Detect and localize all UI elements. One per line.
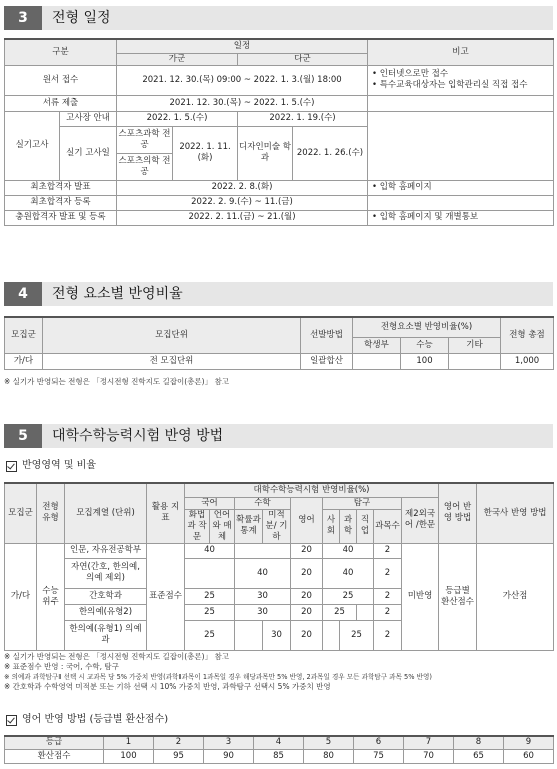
score-cell: 70	[404, 749, 454, 763]
eng-method-cell: 등급별 환산점수	[439, 543, 477, 650]
inquiry-cell: 25	[340, 620, 374, 650]
grade-cell: 2	[154, 736, 204, 749]
header-group: 모집군	[5, 483, 37, 543]
inquiry-cell: 40	[323, 558, 374, 588]
csat-note: ※ 표준점수 반영 : 국어, 수학, 탐구	[4, 662, 119, 671]
date-cell: 2022. 1. 19.(수)	[238, 111, 368, 126]
header-ga: 가군	[117, 53, 238, 65]
section-3-header	[4, 6, 553, 30]
row-label: 실기고사	[5, 111, 60, 180]
header-group: 모집군	[5, 317, 43, 353]
header-i2: 과학	[340, 509, 357, 543]
score-cell: 80	[304, 749, 354, 763]
english-cell: 20	[291, 588, 323, 604]
count-cell: 2	[374, 558, 402, 588]
score-cell: 85	[254, 749, 304, 763]
hist-method-cell: 가산점	[477, 543, 554, 650]
english-cell: 20	[291, 558, 323, 588]
section-number: 3	[4, 6, 42, 30]
header-other: 기타	[449, 337, 501, 353]
date-cell: 2022. 2. 11.(금) ~ 21.(월)	[117, 210, 368, 225]
section-number: 4	[4, 282, 42, 306]
grade-cell: 6	[354, 736, 404, 749]
score-cell: 75	[354, 749, 404, 763]
korean-cell: 25	[185, 620, 235, 650]
record-cell	[353, 353, 401, 369]
inquiry-cell: 25	[323, 588, 374, 604]
method-cell: 일괄합산	[301, 353, 353, 369]
row-label: 원서 접수	[5, 65, 117, 95]
math-cell: 30	[235, 604, 291, 620]
inquiry-cell: 40	[323, 543, 374, 558]
csat-note: ※ 실기가 반영되는 전형은 「정시전형 진학지도 길잡이(총론)」 참고	[4, 652, 229, 661]
row-label: 고사장 안내	[60, 111, 117, 126]
english-cell: 20	[291, 604, 323, 620]
count-cell: 2	[374, 543, 402, 558]
korean-cell	[185, 558, 235, 588]
ratio-note: ※ 실기가 반영되는 전형은 「정시전형 진학지도 길잡이(총론)」 참고	[4, 377, 229, 386]
section-title: 대학수학능력시험 반영 방법	[42, 424, 553, 448]
section-4-header	[4, 282, 553, 306]
grade-cell: 4	[254, 736, 304, 749]
checkbox-check-icon	[6, 715, 17, 726]
major-cell: 스포츠의학 전공	[117, 153, 173, 180]
remark-cell: • 입학 홈페이지	[368, 180, 554, 195]
date-cell: 2022. 1. 11.(화)	[173, 126, 238, 180]
header-i3: 직업	[357, 509, 374, 543]
series-cell: 한의예(유형1) 의예과	[65, 620, 147, 650]
grade-cell: 7	[404, 736, 454, 749]
score-cell: 90	[204, 749, 254, 763]
header-i1: 사회	[323, 509, 340, 543]
subheading-csat	[6, 460, 96, 472]
schedule-table	[4, 38, 554, 226]
header-hist-method: 한국사 반영 방법	[477, 483, 554, 543]
grade-cell: 3	[204, 736, 254, 749]
header-english: 영어	[291, 497, 323, 543]
header-score: 환산점수	[5, 749, 104, 763]
header-csat-ratio: 대학수학능력시험 반영비율(%)	[185, 483, 439, 497]
date-cell: 2021. 12. 30.(목) 09:00 ~ 2022. 1. 3.(월) 18:00	[117, 65, 368, 95]
date-cell: 2022. 1. 5.(수)	[117, 111, 238, 126]
header-unit: 모집단위	[43, 317, 301, 353]
date-cell: 2022. 2. 9.(수) ~ 11.(금)	[117, 195, 368, 210]
subheading-label: 영어 반영 방법 (등급별 환산점수)	[22, 714, 169, 725]
group-cell: 가/다	[5, 543, 37, 650]
lang2-cell: 미반영	[402, 543, 439, 650]
header-da: 다군	[238, 53, 368, 65]
header-m1: 확률과 통계	[235, 509, 263, 543]
remark-line: • 특수교육대상자는 입학관리실 직접 접수	[372, 80, 528, 90]
csat-table	[4, 482, 554, 651]
remark-cell: • 입학 홈페이지 및 개별통보	[368, 210, 554, 225]
english-cell: 20	[291, 620, 323, 650]
header-type: 전형 유형	[37, 483, 65, 543]
english-table	[4, 735, 554, 764]
korean-cell: 25	[185, 588, 235, 604]
inquiry-cell: 25	[323, 604, 357, 620]
header-record: 학생부	[353, 337, 401, 353]
header-korean: 국어	[185, 497, 235, 509]
header-method: 선발방법	[301, 317, 353, 353]
header-index: 활용 지표	[147, 483, 185, 543]
header-series: 모집계열 (단위)	[65, 483, 147, 543]
header-csat: 수능	[401, 337, 449, 353]
header-eng-method: 영어 반영 방법	[439, 483, 477, 543]
count-cell: 2	[374, 620, 402, 650]
header-inquiry: 탐구	[323, 497, 402, 509]
korean-cell: 40	[185, 543, 235, 558]
korean-cell: 25	[185, 604, 235, 620]
checkbox-check-icon	[6, 461, 17, 472]
grade-cell: 8	[454, 736, 504, 749]
row-label: 서류 제출	[5, 95, 117, 111]
math-cell: 30	[235, 588, 291, 604]
grade-cell: 5	[304, 736, 354, 749]
section-title: 전형 일정	[42, 6, 553, 30]
ratio-table	[4, 316, 554, 370]
other-cell	[449, 353, 501, 369]
grade-row	[5, 736, 554, 749]
header-category: 구분	[5, 39, 117, 65]
english-cell: 20	[291, 543, 323, 558]
row-label: 충원합격자 발표 및 등록	[5, 210, 117, 225]
section-5-header	[4, 424, 553, 448]
header-k2: 언어와 매체	[210, 509, 235, 543]
score-cell: 60	[504, 749, 554, 763]
csat-note: ※ 의예과 과학탐구Ⅱ 선택 시 교과목 당 5% 가중치 반영(과학Ⅱ과목이 1과목일 경우 해당과목만 5% 반영, 2과목일 경우 모든 과학탐구 과목 5% 반영)	[4, 673, 432, 681]
header-remarks: 비고	[368, 39, 554, 65]
math-cell: 30	[263, 620, 291, 650]
series-cell: 한의예(유형2)	[65, 604, 147, 620]
header-m2: 미적분/ 기하	[263, 509, 291, 543]
subheading-english	[6, 714, 168, 726]
index-cell: 표준점수	[147, 543, 185, 650]
date-cell: 2022. 1. 26.(수)	[293, 126, 368, 180]
total-cell: 1,000	[501, 353, 554, 369]
score-cell: 100	[104, 749, 154, 763]
section-number: 5	[4, 424, 42, 448]
major-cell: 스포츠과학 전공	[117, 126, 173, 153]
date-cell: 2022. 2. 8.(화)	[117, 180, 368, 195]
row-label: 실기 고사일	[60, 126, 117, 180]
score-cell: 95	[154, 749, 204, 763]
remark-cell	[368, 65, 554, 95]
grade-cell: 1	[104, 736, 154, 749]
csat-note: ※ 간호학과 수학영역 미적분 또는 기하 선택 시 10% 가중치 반영, 과학탐구 선택시 5% 가중치 반영	[4, 682, 331, 691]
header-lang2: 제2외국어 /한문	[402, 497, 439, 543]
math-cell: 40	[235, 558, 291, 588]
csat-cell: 100	[401, 353, 449, 369]
section-title: 전형 요소별 반영비율	[42, 282, 553, 306]
count-cell: 2	[374, 604, 402, 620]
subheading-label: 반영영역 및 비율	[22, 460, 96, 471]
count-cell: 2	[374, 588, 402, 604]
major-cell: 디자인미술 학과	[238, 126, 293, 180]
math-cell	[235, 543, 291, 558]
header-period: 일정	[117, 39, 368, 53]
series-cell: 자연(간호, 한의예, 의예 제외)	[65, 558, 147, 588]
unit-cell: 전 모집단위	[43, 353, 301, 369]
header-i4: 과목수	[374, 509, 402, 543]
group-cell: 가/다	[5, 353, 43, 369]
score-row	[5, 749, 554, 763]
row-label: 최초합격자 발표	[5, 180, 117, 195]
header-k1: 화법과 작문	[185, 509, 210, 543]
grade-cell: 9	[504, 736, 554, 749]
row-label: 최초합격자 등록	[5, 195, 117, 210]
series-cell: 간호학과	[65, 588, 147, 604]
type-cell: 수능 위주	[37, 543, 65, 650]
date-cell: 2021. 12. 30.(목) ~ 2022. 1. 5.(수)	[117, 95, 368, 111]
header-ratio: 전형요소별 반영비율(%)	[353, 317, 501, 337]
header-grade: 등급	[5, 736, 104, 749]
score-cell: 65	[454, 749, 504, 763]
series-cell: 인문, 자유전공학부	[65, 543, 147, 558]
remark-line: • 인터넷으로만 접수	[372, 69, 449, 79]
header-math: 수학	[235, 497, 291, 509]
header-total: 전형 총점	[501, 317, 554, 353]
